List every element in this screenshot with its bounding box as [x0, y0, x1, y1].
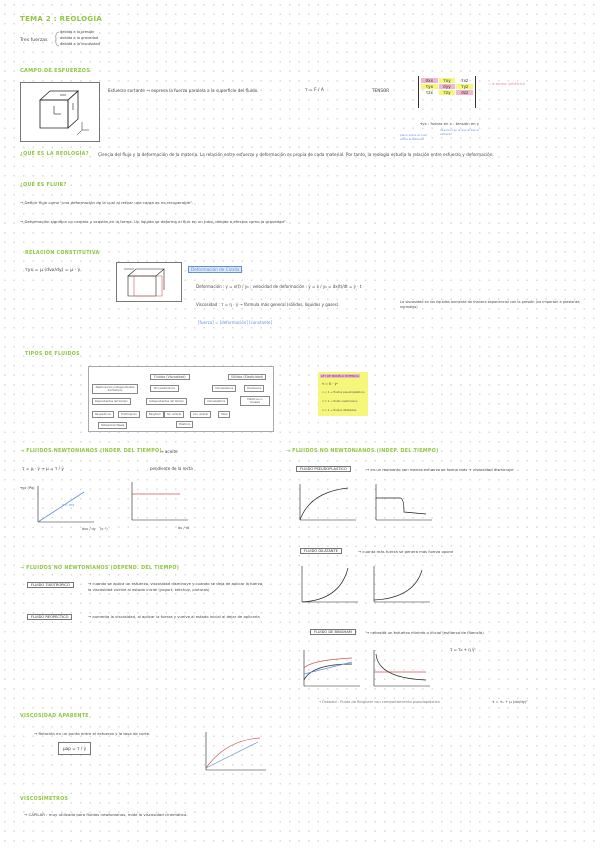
- ley-title: LEY DE MODELO POTENCIA: [321, 374, 359, 378]
- tensor-note: = σ tensor simétrico: [488, 82, 525, 86]
- fluido-item: → Deformación significa un cambio u ocasión en la forma. Un líquido se deforma al fluir en un tubo, debido a efectos como la gravedad".: [20, 219, 288, 224]
- fuerza-item: debida a la gravedad: [60, 36, 99, 40]
- ley-item: n < 1 → fluidos pseudoplásticos: [322, 390, 365, 394]
- chart-node-right: Sólidos (Elasticidad): [228, 374, 266, 380]
- chart-node: Newtonianos (independientes del tiempo): [92, 384, 138, 394]
- chart-node-top: Fluidos (Viscosidad): [150, 374, 190, 380]
- newtonianos-text: → aceite: [160, 449, 178, 454]
- cube-drawing: [30, 86, 90, 138]
- chart-node: Hookeanos: [244, 385, 264, 392]
- chart-node: Viscoelásticos: [212, 385, 236, 392]
- viscosimetros-text: → CAPILAR : muy utilizado para fluidos newtonianos, mide la viscosidad cinemática.: [24, 812, 188, 817]
- chart-node: Dependientes del tiempo: [92, 398, 131, 405]
- chart-node: Plásticos: [176, 421, 193, 428]
- newt-xlabel: dvx / dy: [82, 527, 96, 531]
- newt-ylabel: τyx (Pa): [20, 486, 35, 490]
- newt-graph-1: [36, 486, 96, 528]
- reo-text: → aumenta la viscosidad, al aplicar la fuerza y vuelve al estado inicial al dejar de aplicarla: [88, 614, 260, 619]
- fuerza-item: debida a la viscosidad: [60, 42, 100, 46]
- dil-graph-1: [300, 566, 360, 608]
- aparente-heading: VISCOSIDAD APARENTE: [20, 714, 89, 719]
- chart-node: Ideal: [218, 411, 230, 418]
- newt-graph-2: [130, 482, 190, 526]
- constitutiva-heading: RELACIÓN CONSTITUTIVA: [25, 251, 100, 256]
- constitutiva-formula: τyx = μ (dvx/dy) = μ · γ̇: [25, 268, 81, 273]
- tipos-heading: TIPOS DE FLUIDOS: [25, 352, 80, 357]
- newt-xlabel-unit: (s⁻¹): [100, 527, 108, 531]
- tixo-text: → cuando se aplica un esfuerzo, viscosidad disminuye y cuando se deja de aplicar la fuerza, la viscosidad vuelve al estado inicial (yogurt, ketchup, pinturas): [88, 581, 264, 592]
- bing-text: → necesita un esfuerzo mínimo o inicial (esfuerzo de fluencia): [366, 630, 484, 635]
- newtonianos-formula: τ = μ · γ̇ → μ = τ / γ̇: [22, 466, 64, 471]
- fluido-heading: ¿QUÉ ES FLUIR?: [20, 183, 67, 188]
- tixo-label: FLUIDO TIXOTRÓPICO: [27, 582, 74, 588]
- newtonianos-heading: → FLUIDOS NEWTONIANOS (INDEP. DEL TIEMPO): [20, 449, 162, 454]
- ley-item: n > 1 → fluidos dilatantes: [322, 408, 357, 412]
- chart-node: Con umbral: [190, 411, 211, 418]
- aparente-formula: μap = τ / γ̇: [58, 742, 91, 755]
- campo-formula: τ = F / A: [305, 88, 324, 93]
- bing-label: FLUIDO DE BINGHAM: [310, 629, 356, 635]
- pseudo-graph-1: [298, 484, 358, 526]
- tensor-label: TENSOR: [372, 88, 390, 93]
- tensor-cell: σxx: [421, 78, 438, 83]
- dil-label: FLUIDO DILATANTE: [300, 548, 342, 554]
- reologia-text: Ciencia del flujo y la deformación de la materia. La relación entre esfuerzo y deformación es propia de cada material. Por tanto, la reología estudia la relación entre esfuerzo y deformación.: [98, 152, 494, 157]
- campo-heading: CAMPO DE ESFUERZOS: [20, 68, 91, 74]
- fluido-item: → Definir flujo como "una deformación de la cual al retirar una carga es no recuperable".: [20, 200, 194, 205]
- deformation-label: Deformación de Cizalla: [188, 266, 242, 273]
- bing-graph-1: [302, 650, 362, 692]
- newt-xlabel2: du / dt: [178, 526, 190, 530]
- newtonianos-pend: pendiente de la recta: [150, 466, 193, 471]
- bottom-note: → Ostwald - fluido de Bingham con comportamiento pseudoplástico: [318, 700, 440, 704]
- tensor-cell: τyz: [456, 84, 473, 89]
- pseudo-text: → en un momento con menos esfuerzo se forma más → viscosidad disminuye: [366, 467, 514, 472]
- chart-node: Tixotrópicos: [118, 411, 140, 418]
- tyx-sub2: dirección en la que actúa el esfuerzo: [440, 128, 479, 136]
- reo-label: FLUIDO REOPÉCTICO: [27, 614, 72, 620]
- newt-curve-label: y = mx: [62, 503, 75, 507]
- tensor-cell: σzz: [456, 90, 473, 95]
- fuerza-item: debida a la presión: [60, 30, 95, 34]
- tensor-cell: τzy: [439, 90, 456, 95]
- tyx-note: τyx : fuerza en x - tensión en y: [420, 121, 480, 126]
- viscosity-line: Viscosidad : τ = η · γ̇ → fórmula más general (sólidos, líquidos y gases).: [196, 302, 340, 307]
- aparente-text: → Relación en un punto entre el esfuerzo y la tasa de corte.: [34, 731, 151, 736]
- tensor-matrix: [418, 76, 476, 108]
- ley-item: n = 1 → fluido newtoniano: [322, 399, 358, 403]
- tensor-cell: τxz: [461, 78, 469, 83]
- units-line: [fuerza] = [deformación] [constante]: [198, 320, 273, 325]
- bing-formula: τ = τ₀ + η γ̇ⁿ: [450, 647, 476, 652]
- deformation-drawing: [122, 266, 180, 300]
- tensor-cell: σyy: [439, 84, 456, 89]
- page-title: TEMA 2 : REOLOGÍA: [20, 15, 103, 23]
- chart-node: Independientes del tiempo: [146, 398, 187, 405]
- no-newt-heading: → FLUIDOS NO NEWTONIANOS (INDEP. DEL TIEMPO): [286, 449, 439, 454]
- dil-graph-2: [372, 566, 432, 608]
- chart-node: Viscoelásticos: [204, 398, 228, 405]
- chart-node: Ostwald-de Waele: [98, 422, 127, 429]
- dil-text: → cuanta más fuerza se genera más fuerza opone: [358, 549, 454, 554]
- reologia-heading: ¿QUÉ ES LA REOLOGÍA?: [20, 152, 89, 157]
- tensor-cell: τzx: [425, 90, 433, 95]
- fuerzas-label: Tres fuerzas: [20, 38, 48, 43]
- campo-text: Esfuerzo cortante → expresa la fuerza paralela a la superficie del fluido.: [108, 88, 259, 93]
- viscosimetros-heading: VISCOSÍMETROS: [20, 797, 69, 802]
- ley-formula: τ = K · γ̇ⁿ: [322, 382, 338, 386]
- bing-graph-2: [372, 650, 432, 692]
- chart-node: Reopécticos: [92, 411, 114, 418]
- dependiente-heading: → FLUIDOS NO NEWTONIANOS (DEPEND. DEL TIEMPO): [20, 566, 180, 571]
- tensor-cell: τxy: [439, 78, 456, 83]
- pseudo-label: FLUIDO PSEUDOPLÁSTICO: [296, 466, 351, 472]
- chart-node: Sin umbral: [164, 411, 184, 418]
- tyx-sub1: plano sobre el cual actúa el esfuerzo: [400, 133, 427, 141]
- chart-node: Bingham: [146, 411, 164, 418]
- viscosity-note: La viscosidad en los líquidos aumenta de manera exponencial con la presión (no importan a presiones normales): [400, 300, 580, 309]
- pseudo-graph-2: [374, 484, 434, 526]
- aparente-graph: [204, 732, 270, 776]
- deformation-line: Deformación : γ = x(t) / y₀ ; velocidad de deformación : γ̇ = ẋ / y₀ = dx(t)/dt = γ̇ · t: [196, 284, 362, 289]
- chart-node: No newtonianos: [150, 385, 179, 392]
- bottom-formula: τ = τ₀ + μ (dv/dy)ⁿ: [492, 699, 528, 704]
- chart-node: Elásticos no lineales: [240, 396, 270, 406]
- tensor-cell: τyx: [421, 84, 438, 89]
